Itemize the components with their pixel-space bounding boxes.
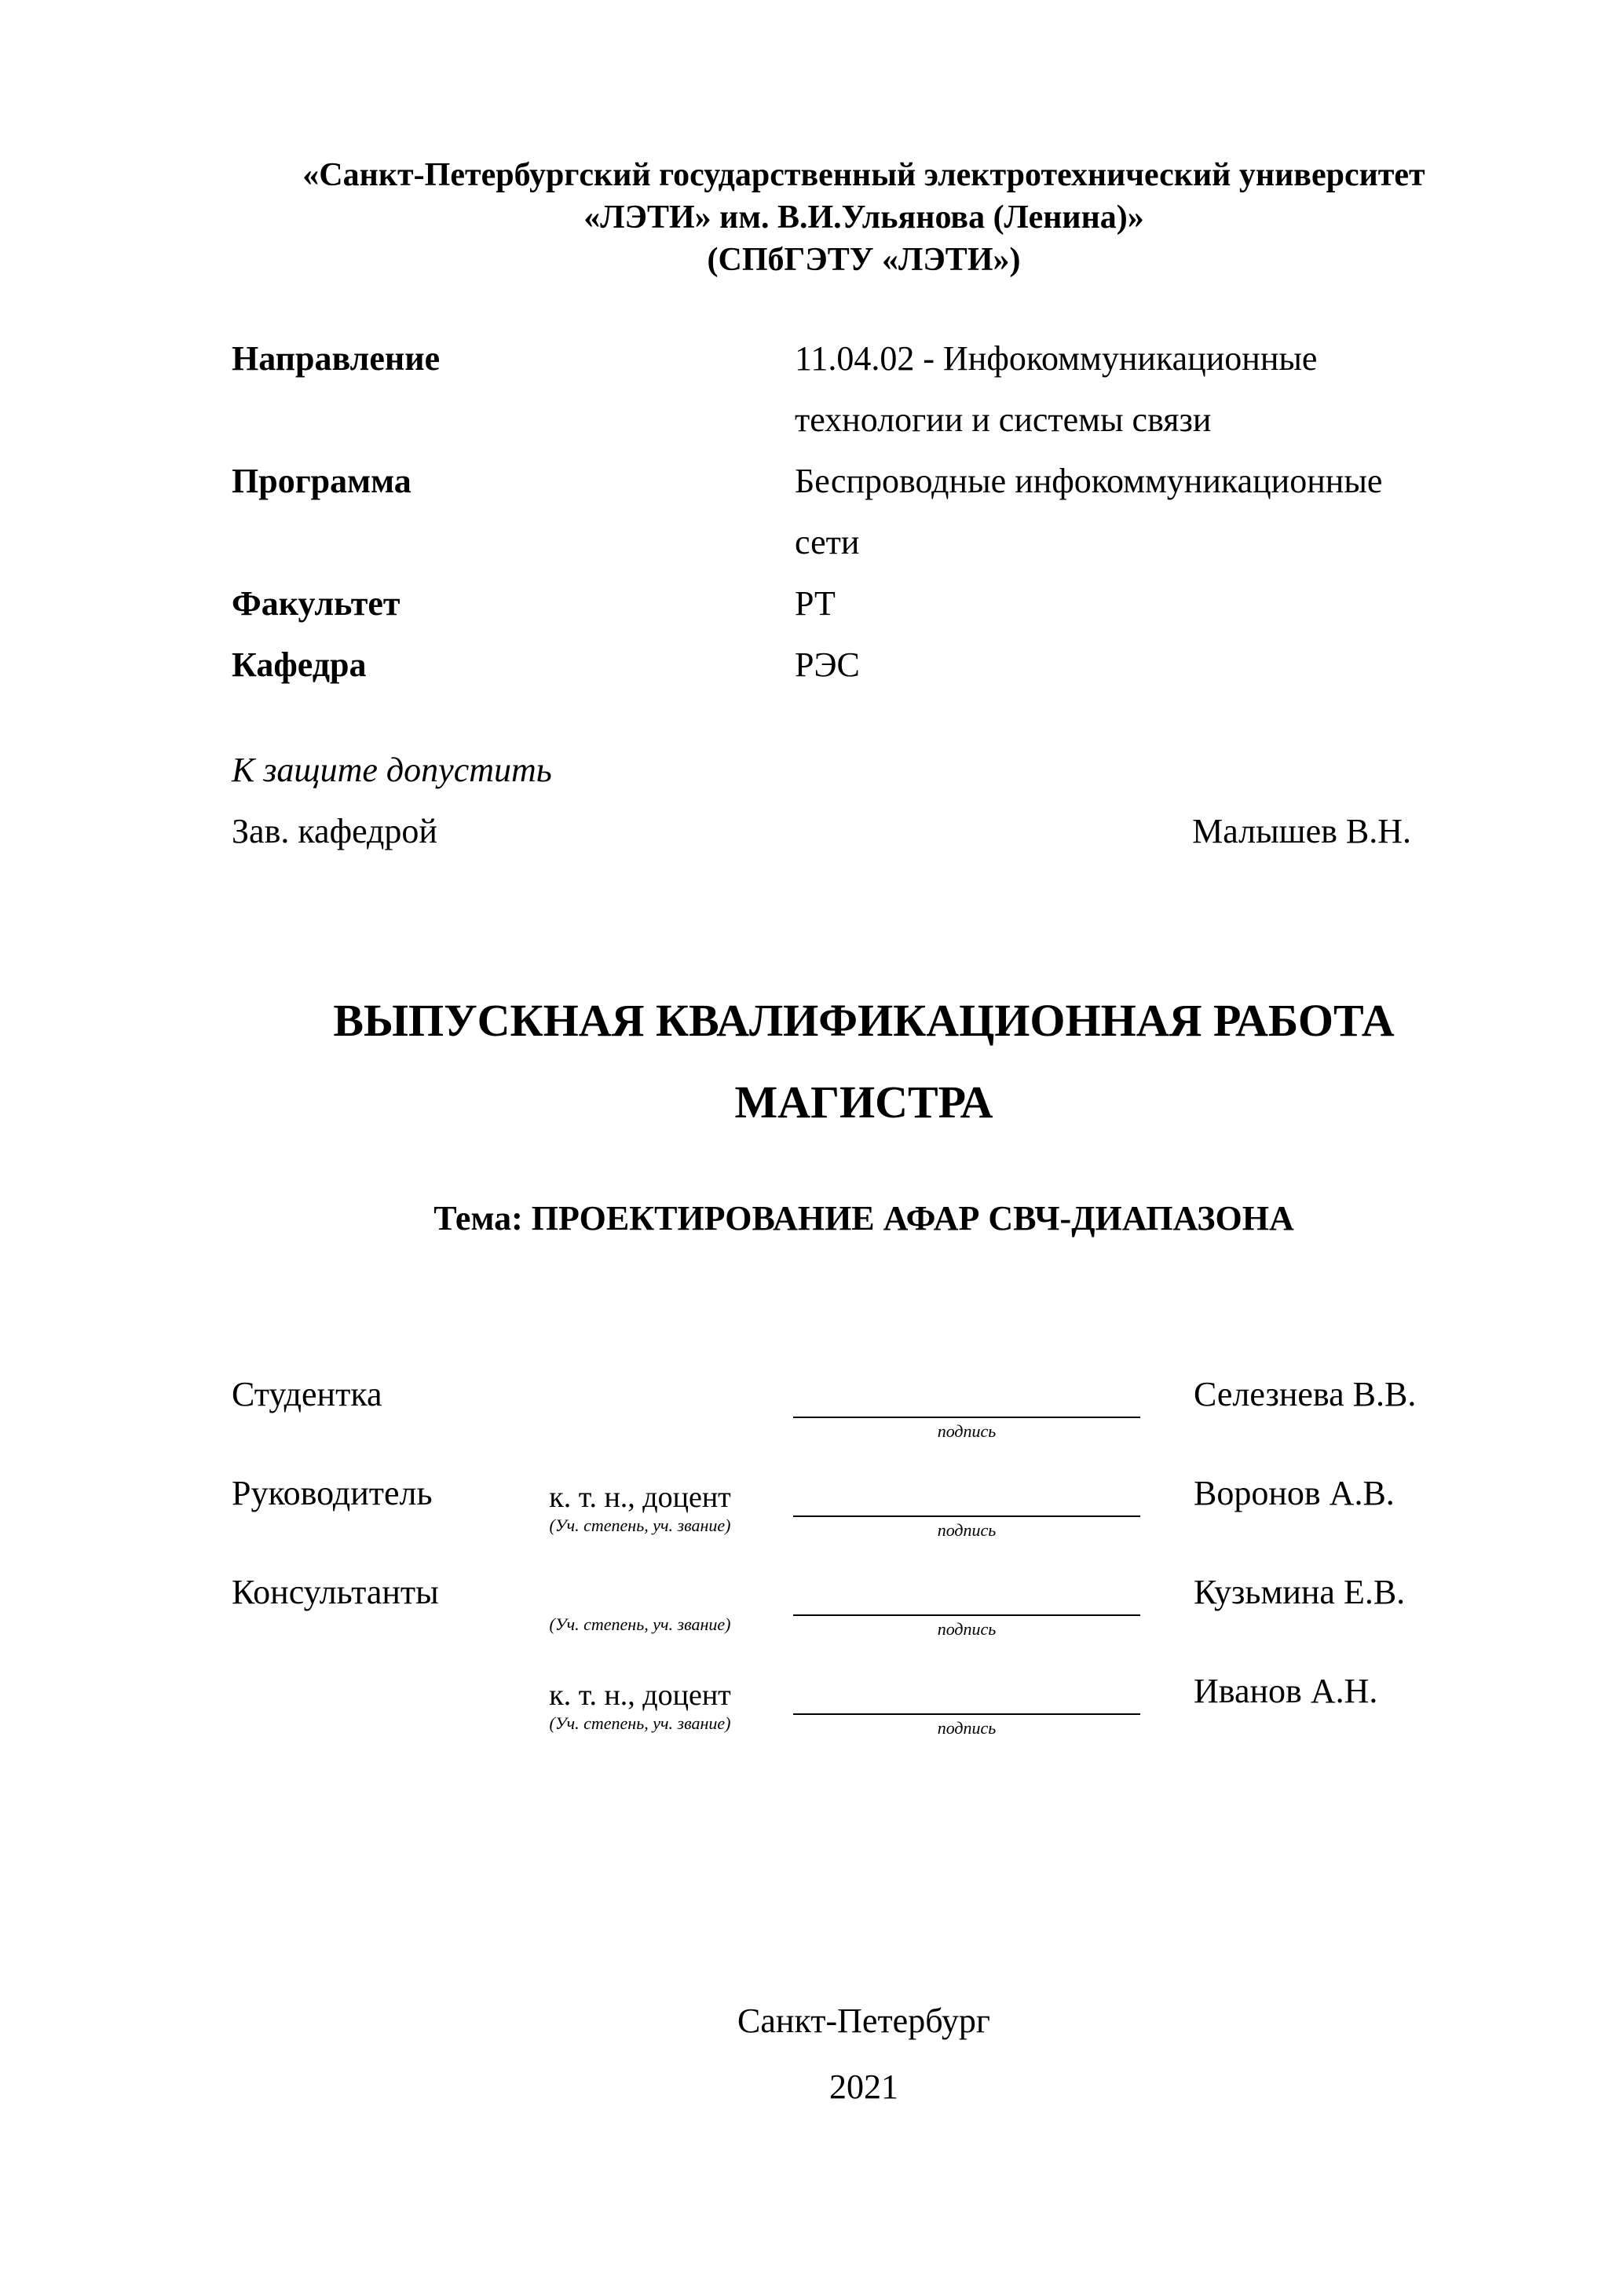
consultant-2-degree: к. т. н., доцент [549, 1679, 731, 1712]
document-title-line-2: МАГИСТРА [734, 1077, 993, 1128]
signature-row-consultant-1 [0, 1569, 1624, 1640]
year: 2021 [829, 2067, 898, 2106]
department-label: Кафедра [232, 645, 367, 684]
direction-value-line-2: технологии и системы связи [795, 400, 1212, 439]
consultant-2-name: Иванов А.Н. [1194, 1672, 1378, 1710]
faculty-label: Факультет [232, 584, 401, 623]
degree-caption: (Уч. степень, уч. звание) [549, 1614, 731, 1634]
university-abbreviation: (СПбГЭТУ «ЛЭТИ») [707, 242, 1021, 278]
degree-caption: (Уч. степень, уч. звание) [549, 1515, 731, 1535]
thesis-topic: Тема: ПРОЕКТИРОВАНИЕ АФАР СВЧ-ДИАПАЗОНА [433, 1199, 1294, 1238]
student-name: Селезнева В.В. [1194, 1375, 1417, 1413]
supervisor-name: Воронов А.В. [1194, 1474, 1395, 1512]
signature-line [793, 1417, 1140, 1418]
signature-caption: подпись [937, 1421, 997, 1441]
signature-line [793, 1713, 1140, 1715]
program-value [795, 451, 1501, 573]
signature-caption: подпись [937, 1520, 997, 1540]
city: Санкт-Петербург [737, 2002, 990, 2040]
supervisor-degree: к. т. н., доцент [549, 1481, 731, 1514]
signature-row-consultant-2 [0, 1668, 1624, 1738]
signature-line [793, 1515, 1140, 1517]
degree-caption: (Уч. степень, уч. звание) [549, 1713, 731, 1733]
signature-row-student [0, 1371, 1624, 1442]
university-name-line-2: «ЛЭТИ» им. В.И.Ульянова (Ленина)» [583, 199, 1144, 236]
admit-to-defense: К защите допустить [232, 751, 552, 789]
document-title [141, 980, 1586, 1143]
head-of-department-label: Зав. кафедрой [232, 812, 437, 850]
direction-label: Направление [232, 339, 441, 378]
direction-value-line-1: 11.04.02 - Инфокоммуникационные [795, 339, 1318, 378]
signature-line [793, 1614, 1140, 1616]
program-value-line-1: Беспроводные инфокоммуникационные [795, 462, 1383, 500]
program-label: Программа [232, 462, 411, 500]
direction-value [795, 328, 1501, 451]
signature-caption: подпись [937, 1718, 997, 1738]
consultants-role: Консультанты [232, 1573, 439, 1611]
department-value: РЭС [795, 645, 860, 684]
program-value-line-2: сети [795, 523, 860, 561]
document-title-line-1: ВЫПУСКНАЯ КВАЛИФИКАЦИОННАЯ РАБОТА [333, 995, 1395, 1046]
signature-caption: подпись [937, 1619, 997, 1639]
head-of-department-name: Малышев В.Н. [1192, 812, 1411, 850]
supervisor-role: Руководитель [232, 1474, 433, 1512]
faculty-value: РТ [795, 584, 836, 623]
university-name-line-1: «Санкт-Петербургский государственный электротехнический университет [302, 157, 1425, 193]
consultant-1-name: Кузьмина Е.В. [1194, 1573, 1406, 1611]
student-role: Студентка [232, 1375, 382, 1413]
university-header [141, 154, 1586, 281]
signature-row-supervisor [0, 1470, 1624, 1541]
